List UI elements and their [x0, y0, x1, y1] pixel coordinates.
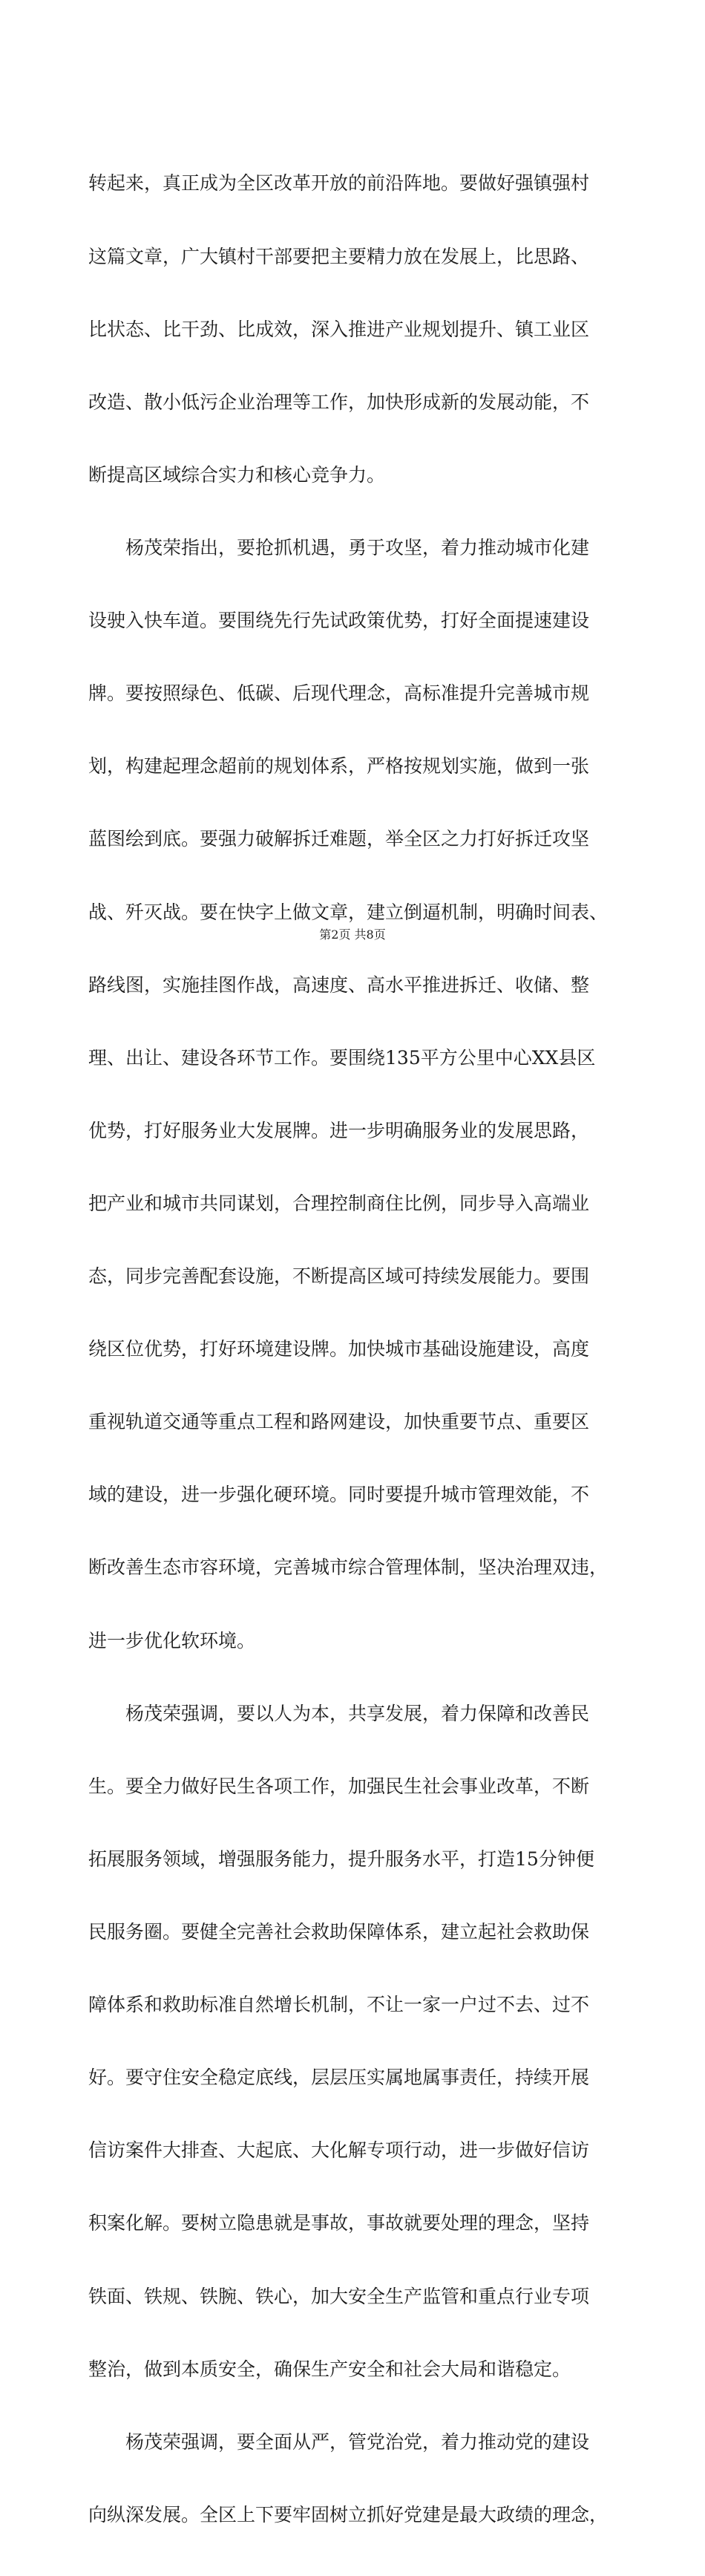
text-line: 拓展服务领域，增强服务能力，提升服务水平，打造15分钟便	[88, 1848, 594, 1870]
text-line: 杨茂荣强调，要以人为本，共享发展，着力保障和改善民	[88, 1702, 590, 1724]
text-line: 绕区位优势，打好环境建设牌。加快城市基础设施建设，高度	[88, 1338, 590, 1360]
text-line: 战、歼灭战。要在快字上做文章，建立倒逼机制，明确时间表、	[88, 901, 609, 923]
text-line: 积案化解。要树立隐患就是事故，事故就要处理的理念，坚持	[88, 2212, 590, 2234]
text-line: 转起来，真正成为全区改革开放的前沿阵地。要做好强镇强村	[88, 172, 590, 195]
document-body	[88, 123, 617, 2576]
text-line: 划，构建起理念超前的规划体系，严格按规划实施，做到一张	[88, 755, 590, 777]
text-line: 断改善生态市容环境，完善城市综合管理体制，坚决治理双违，	[88, 1556, 609, 1579]
text-line: 杨茂荣强调，要全面从严，管党治党，着力推动党的建设	[88, 2430, 590, 2453]
text-line: 断提高区域综合实力和核心竞争力。	[88, 463, 386, 486]
text-line: 域的建设，进一步强化硬环境。同时要提升城市管理效能，不	[88, 1484, 590, 1506]
text-line: 路线图，实施挂图作战，高速度、高水平推进拆迁、收储、整	[88, 974, 590, 996]
text-line: 信访案件大排查、大起底、大化解专项行动，进一步做好信访	[88, 2139, 590, 2162]
text-line: 铁面、铁规、铁腕、铁心，加大安全生产监管和重点行业专项	[88, 2285, 590, 2307]
text-line: 重视轨道交通等重点工程和路网建设，加快重要节点、重要区	[88, 1411, 590, 1433]
text-line: 生。要全力做好民生各项工作，加强民生社会事业改革，不断	[88, 1775, 590, 1797]
text-line: 民服务圈。要健全完善社会救助保障体系，建立起社会救助保	[88, 1921, 590, 1943]
text-line: 理、出让、建设各环节工作。要围绕135平方公里中心XX县区	[88, 1046, 596, 1069]
text-line: 整治，做到本质安全，确保生产安全和社会大局和谐稳定。	[88, 2358, 571, 2380]
text-line: 设驶入快车道。要围绕先行先试政策优势，打好全面提速建设	[88, 610, 590, 632]
text-line: 这篇文章，广大镇村干部要把主要精力放在发展上，比思路、	[88, 245, 590, 267]
text-line: 蓝图绘到底。要强力破解拆迁难题，举全区之力打好拆迁攻坚	[88, 828, 590, 850]
body-lines	[88, 123, 617, 2576]
text-line: 好。要守住安全稳定底线，层层压实属地属事责任，持续开展	[88, 2067, 590, 2089]
text-line: 比状态、比干劲、比成效，深入推进产业规划提升、镇工业区	[88, 318, 590, 340]
text-line: 障体系和救助标准自然增长机制，不让一家一户过不去、过不	[88, 1994, 590, 2016]
text-line: 改造、散小低污企业治理等工作，加快形成新的发展动能，不	[88, 391, 590, 413]
text-line: 进一步优化软环境。	[88, 1629, 256, 1651]
page-number-footer: 第2页 共8页	[319, 927, 386, 942]
text-line: 优势，打好服务业大发展牌。进一步明确服务业的发展思路，	[88, 1119, 590, 1141]
text-line: 牌。要按照绿色、低碳、后现代理念，高标准提升完善城市规	[88, 682, 590, 705]
text-line: 态，同步完善配套设施，不断提高区域可持续发展能力。要围	[88, 1265, 590, 1288]
text-line: 把产业和城市共同谋划，合理控制商住比例，同步导入高端业	[88, 1192, 590, 1214]
text-line: 杨茂荣指出，要抢抓机遇，勇于攻坚，着力推动城市化建	[88, 536, 590, 558]
text-line: 向纵深发展。全区上下要牢固树立抓好党建是最大政绩的理念，	[88, 2503, 609, 2526]
